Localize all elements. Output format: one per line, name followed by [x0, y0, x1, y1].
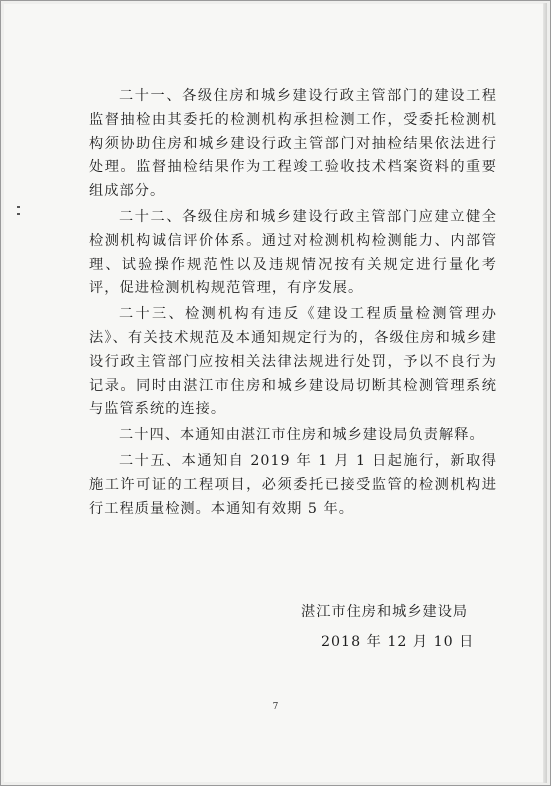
article-24: 二十四、本通知由湛江市住房和城乡建设局负责解释。	[119, 427, 485, 444]
page-number: 7	[272, 702, 279, 712]
article-25: 二十五、本通知自 2019 年 1 月 1 日起施行，新取得施工许可证的工程项目，必须委托已接受监管的检测机构进行工程质量检测。本通知有效期 5 年。	[89, 452, 497, 517]
article-22: 二十二、各级住房和城乡建设行政主管部门应建立健全检测机构诚信评价体系。通过对检测机构检测能力、内部管理、试验操作规范性以及违规情况按有关规定进行量化考评，促进检测机构规范管理，有序发展。	[89, 208, 497, 297]
article-21: 二十一、各级住房和城乡建设行政主管部门的建设工程监督抽检由其委托的检测机构承担检测工作，受委托检测机构须协助住房和城乡建设行政主管部门对抽检结果依法进行处理。监督抽检结果作为工程竣工验收技术档案资料的重要组成部分。	[89, 88, 497, 200]
issuer-name: 湛江市住房和城乡建设局	[301, 604, 469, 620]
margin-mark	[17, 206, 20, 208]
body-text	[89, 85, 497, 523]
article-23: 二十三、检测机构有违反《建设工程质量检测管理办法》、有关技术规范及本通知规定行为的，各级住房和城乡建设行政主管部门应按相关法律法规进行处罚，予以不良行为记录。同时由湛江市住房和城乡建设局切断其检测管理系统与监管系统的连接。	[89, 306, 497, 418]
margin-mark	[17, 213, 20, 215]
signature-block	[301, 597, 474, 657]
issue-date: 2018 年 12 月 10 日	[321, 634, 475, 650]
page-edge	[543, 3, 547, 783]
